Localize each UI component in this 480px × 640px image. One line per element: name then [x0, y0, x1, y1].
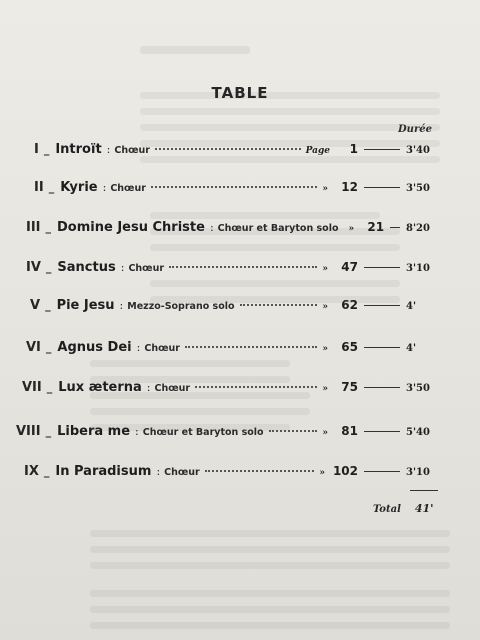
duration: 3'10 [406, 467, 430, 478]
page-number: 62 [341, 298, 358, 312]
page-number: 1 [349, 142, 358, 156]
performers: Chœur [128, 263, 165, 274]
movement-title: Libera me [57, 424, 131, 439]
dot-leader [269, 430, 318, 432]
ditto-mark: » [348, 224, 355, 234]
performers: Chœur [110, 183, 146, 194]
leader-rule [364, 267, 400, 268]
ditto-mark: » [322, 428, 328, 438]
duration: 3'40 [406, 145, 430, 156]
ditto-mark: » [322, 384, 328, 394]
ditto-mark: » [319, 468, 325, 478]
page-number: 12 [341, 180, 358, 194]
movement-numeral: III [26, 220, 41, 235]
movement-title: Pie Jesu [56, 298, 115, 313]
toc-row: V _ Pie Jesu : Mezzo-Soprano solo » 62 4' [30, 298, 434, 318]
toc-row: VII _ Lux æterna : Chœur » 75 3'50 [22, 380, 434, 400]
movement-numeral: VI [26, 340, 41, 355]
leader-rule [364, 347, 400, 348]
duration: 3'50 [406, 383, 430, 394]
leader-rule [364, 471, 400, 472]
movement-numeral: V [30, 298, 41, 313]
performers: Chœur [154, 383, 191, 394]
movement-numeral: I [34, 142, 39, 157]
movement-title: Introït [55, 142, 102, 157]
leader-rule [364, 149, 400, 150]
dot-leader [240, 304, 318, 306]
numeral-separator: _ [45, 221, 52, 234]
performers: Chœur [144, 343, 180, 354]
dot-leader [195, 386, 317, 388]
page-number: 47 [341, 260, 358, 274]
numeral-separator: _ [48, 181, 55, 194]
numeral-separator: _ [45, 299, 51, 312]
movement-numeral: IV [26, 260, 41, 275]
movement-title: Lux æterna [58, 380, 142, 395]
numeral-separator: _ [43, 465, 50, 478]
duration: 8'20 [406, 223, 430, 234]
ditto-mark: » [322, 184, 328, 194]
dot-leader [185, 346, 317, 348]
movement-title: Agnus Dei [57, 340, 132, 355]
movement-title: In Paradisum [55, 464, 152, 479]
page-number: 75 [341, 380, 358, 394]
total-duration [373, 502, 434, 515]
duration-column-heading: Durée [398, 124, 432, 135]
toc-row: II _ Kyrie : Chœur » 12 3'50 [34, 180, 434, 200]
page-title: TABLE [211, 84, 269, 102]
dot-leader [151, 186, 317, 188]
movement-title: Domine Jesu Christe [57, 220, 205, 235]
total-rule [410, 490, 438, 491]
performers: Chœur et Baryton solo [217, 223, 339, 234]
dot-leader [169, 266, 317, 268]
toc-row: IX _ In Paradisum : Chœur » 102 3'10 [24, 464, 434, 484]
duration: 5'40 [406, 427, 430, 438]
ditto-mark: » [322, 302, 328, 312]
leader-rule [364, 431, 400, 432]
toc-row: VI _ Agnus Dei : Chœur » 65 4' [26, 340, 434, 360]
performers: Chœur [114, 145, 150, 156]
ditto-mark: » [322, 344, 328, 354]
total-value: 41' [414, 502, 434, 515]
leader-rule [364, 187, 400, 188]
performers: Chœur et Baryton solo [142, 427, 264, 438]
dot-leader [205, 470, 315, 472]
duration: 4' [406, 301, 417, 312]
page-number: 21 [367, 220, 385, 234]
movement-title: Kyrie [60, 180, 98, 195]
numeral-separator: _ [45, 261, 52, 274]
performers: Mezzo-Soprano solo [127, 301, 235, 312]
movement-numeral: IX [24, 464, 39, 479]
duration: 3'10 [406, 263, 430, 274]
numeral-separator: _ [45, 341, 52, 354]
toc-row: III _ Domine Jesu Christe : Chœur et Baryton solo » 21 8'20 [26, 220, 434, 240]
performers: Chœur [164, 467, 200, 478]
dot-leader [155, 148, 301, 150]
total-label: Total [373, 504, 401, 515]
leader-rule [364, 387, 400, 388]
numeral-separator: _ [46, 381, 53, 394]
page-number: 81 [341, 424, 358, 438]
toc-row: VIII _ Libera me : Chœur et Baryton solo » 81 5'40 [16, 424, 434, 444]
page-number: 65 [341, 340, 358, 354]
toc-row: I _ Introït : Chœur Page 1 3'40 [34, 142, 434, 162]
duration: 3'50 [406, 183, 430, 194]
movement-title: Sanctus [57, 260, 116, 275]
duration: 4' [406, 343, 417, 354]
ditto-mark: » [322, 264, 328, 274]
page-number: 102 [332, 464, 358, 478]
page-label: Page [305, 146, 330, 156]
leader-rule [364, 305, 400, 306]
numeral-separator: _ [43, 143, 50, 156]
toc-row: IV _ Sanctus : Chœur » 47 3'10 [26, 260, 434, 280]
movement-numeral: II [34, 180, 44, 195]
movement-numeral: VIII [16, 424, 41, 439]
movement-numeral: VII [22, 380, 42, 395]
leader-rule [390, 227, 400, 228]
numeral-separator: _ [45, 425, 52, 438]
